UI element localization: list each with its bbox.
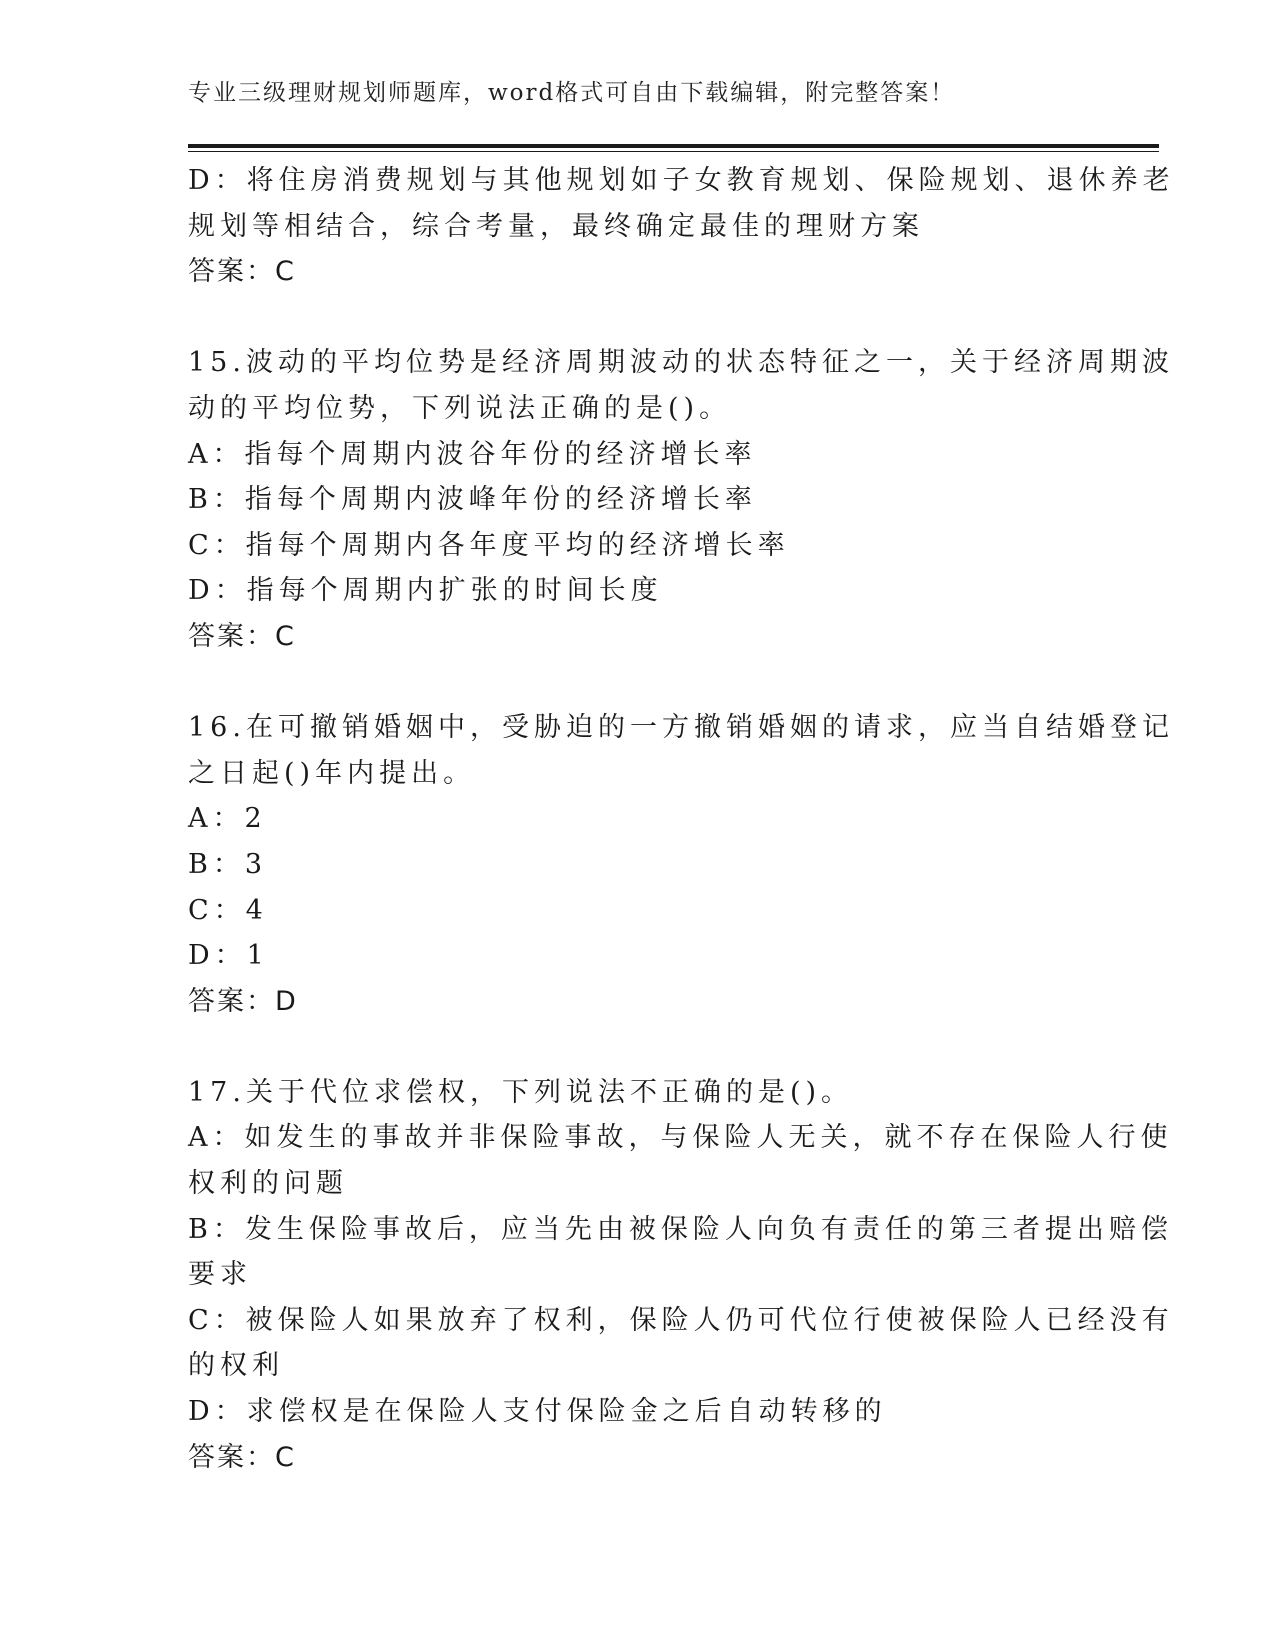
spacer [188, 295, 1088, 341]
question-content [188, 158, 1175, 1480]
option-b-continued: 要求 [188, 1259, 252, 1291]
header-rule-thick [188, 144, 1159, 148]
question-stem: 17.关于代位求偿权，下列说法不正确的是()。 [188, 1076, 854, 1108]
spacer [188, 1024, 1088, 1070]
answer-line: 答案：C [188, 1441, 296, 1473]
answer-line: 答案：D [188, 985, 298, 1017]
option-c: C：被保险人如果放弃了权利，保险人仍可代位行使被保险人已经没有 [188, 1304, 1174, 1336]
option-a: A：2 [188, 803, 267, 835]
option-c: C：4 [188, 894, 268, 926]
question-stem: 之日起()年内提出。 [188, 757, 476, 789]
question-stem: 16.在可撤销婚姻中，受胁迫的一方撤销婚姻的请求，应当自结婚登记 [188, 712, 1174, 744]
option-a: A：指每个周期内波谷年份的经济增长率 [188, 438, 757, 470]
question-stem: 动的平均位势，下列说法正确的是()。 [188, 392, 732, 424]
option-b: B：发生保险事故后，应当先由被保险人向负有责任的第三者提出赔偿 [188, 1213, 1173, 1245]
spacer [188, 660, 1088, 706]
option-a: A：如发生的事故并非保险事故，与保险人无关，就不存在保险人行使 [188, 1122, 1173, 1154]
question-stem: 15.波动的平均位势是经济周期波动的状态特征之一，关于经济周期波 [188, 347, 1174, 379]
option-c-continued: 的权利 [188, 1350, 284, 1382]
option-line: D：将住房消费规划与其他规划如子女教育规划、保险规划、退休养老 [188, 165, 1175, 196]
answer-line: 答案：C [188, 620, 296, 652]
option-c: C：指每个周期内各年度平均的经济增长率 [188, 529, 790, 561]
option-d: D：指每个周期内扩张的时间长度 [188, 575, 663, 607]
option-b: B：指每个周期内波峰年份的经济增长率 [188, 484, 757, 516]
header-rule-thin [188, 151, 1159, 152]
option-a-continued: 权利的问题 [188, 1168, 348, 1200]
answer-line: 答案：C [188, 256, 296, 288]
option-d: D：求偿权是在保险人支付保险金之后自动转移的 [188, 1396, 887, 1428]
option-line: 规划等相结合，综合考量，最终确定最佳的理财方案 [188, 210, 924, 242]
option-b: B：3 [188, 848, 268, 880]
option-d: D：1 [188, 940, 269, 972]
page-header: 专业三级理财规划师题库，word格式可自由下载编辑，附完整答案！ [188, 80, 956, 106]
